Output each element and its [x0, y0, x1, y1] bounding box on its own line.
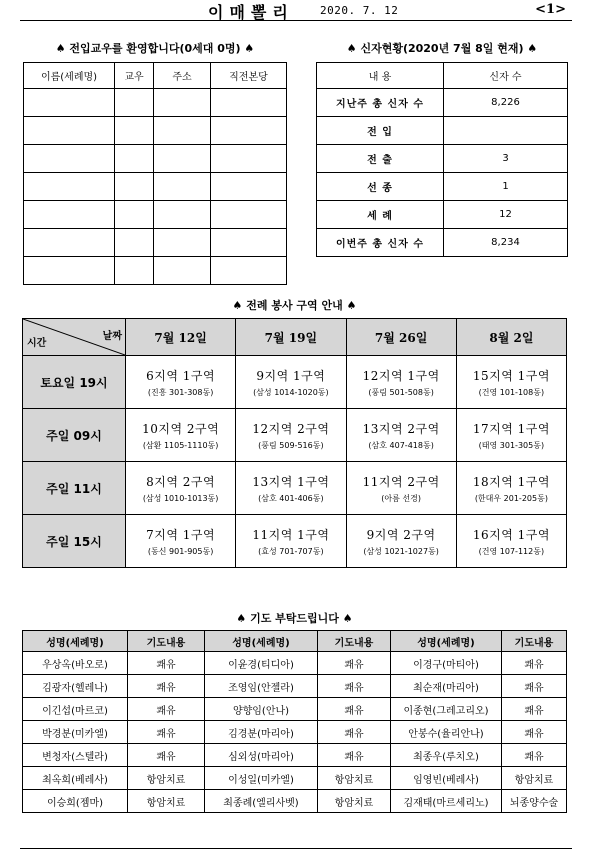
welcome-cell: [211, 201, 287, 229]
prayer-intention: 쾌유: [128, 721, 205, 744]
status-header-row: [317, 63, 568, 89]
service-time: 주일 09시: [23, 409, 126, 462]
welcome-cell: [211, 257, 287, 285]
service-cell: [236, 515, 346, 568]
prayer-name: 이경구(마티아): [391, 652, 502, 675]
service-zone: 17지역 1구역: [472, 421, 550, 436]
prayer-name: 최종례(엘리사벳): [205, 790, 318, 813]
service-zone-buildings: (효성 701-707동): [258, 546, 324, 556]
service-cell: [236, 356, 346, 409]
welcome-cell: [211, 145, 287, 173]
status-value: 12: [444, 201, 568, 229]
prayer-row: [23, 767, 567, 790]
service-row: [23, 515, 567, 568]
welcome-row: [24, 145, 287, 173]
service-table: [22, 318, 567, 568]
bulletin-date: 2020. 7. 12: [320, 4, 399, 17]
welcome-cell: [115, 257, 154, 285]
prayer-intention: 쾌유: [128, 698, 205, 721]
service-cell: [346, 515, 456, 568]
welcome-cell: [115, 145, 154, 173]
prayer-col-name-2: 성명(세례명): [205, 631, 318, 652]
service-zone: 6지역 1구역: [146, 368, 216, 383]
welcome-cell: [211, 229, 287, 257]
prayer-name: 조영임(안젤라): [205, 675, 318, 698]
service-zone: 10지역 2구역: [142, 421, 220, 436]
prayer-col-name-3: 성명(세례명): [391, 631, 502, 652]
prayer-title: ♠ 기도 부탁드립니다 ♠: [236, 612, 353, 625]
service-time: 주일 15시: [23, 515, 126, 568]
service-cell: [236, 462, 346, 515]
welcome-cell: [24, 89, 115, 117]
welcome-col-member: 교우: [115, 63, 154, 89]
service-zone: 11지역 1구역: [252, 527, 330, 542]
service-zone: 18지역 1구역: [472, 474, 550, 489]
service-zone-buildings: (풍림 509-516동): [258, 440, 324, 450]
status-row: [317, 145, 568, 173]
status-table: [316, 62, 568, 257]
welcome-col-address: 주소: [154, 63, 211, 89]
status-value: [444, 117, 568, 145]
status-value: 8,226: [444, 89, 568, 117]
service-zone-buildings: (한대우 201-205동): [474, 493, 548, 503]
welcome-title: ♠ 전입교우를 환영합니다(0세대 0명) ♠: [55, 42, 255, 55]
welcome-cell: [154, 201, 211, 229]
prayer-name: 김재태(마르세리노): [391, 790, 502, 813]
prayer-intention: 쾌유: [318, 721, 391, 744]
prayer-col-content-2: 기도내용: [318, 631, 391, 652]
service-header-row: [23, 319, 567, 356]
prayer-intention: 쾌유: [502, 744, 567, 767]
prayer-row: [23, 652, 567, 675]
service-cell: [456, 462, 566, 515]
prayer-col-content-3: 기도내용: [502, 631, 567, 652]
status-row: [317, 89, 568, 117]
welcome-table: [23, 62, 287, 285]
service-zone-buildings: (동신 901-905동): [147, 546, 214, 556]
prayer-intention: 항암치료: [318, 767, 391, 790]
prayer-intention: 쾌유: [128, 652, 205, 675]
prayer-intention: 항암치료: [128, 790, 205, 813]
prayer-intention: 쾌유: [128, 744, 205, 767]
prayer-intention: 쾌유: [318, 698, 391, 721]
service-cell: [346, 409, 456, 462]
service-date-3: 7월 26일: [346, 319, 456, 356]
prayer-name: 최종우(루치오): [391, 744, 502, 767]
page-number: <1>: [535, 2, 566, 17]
prayer-name: 우상옥(바오로): [23, 652, 128, 675]
service-zone-buildings: (삼환 1105-1110동): [142, 440, 219, 450]
page-header: [20, 0, 572, 22]
welcome-cell: [115, 89, 154, 117]
status-label: 선 종: [317, 173, 444, 201]
status-col-count: 신자 수: [444, 63, 568, 89]
service-cell: [126, 515, 236, 568]
welcome-row: [24, 257, 287, 285]
welcome-cell: [24, 117, 115, 145]
prayer-intention: 뇌종양수술: [502, 790, 567, 813]
prayer-name: 최순재(마리아): [391, 675, 502, 698]
service-cell: [456, 356, 566, 409]
service-zone-buildings: (삼호 401-406동): [258, 493, 324, 503]
prayer-name: 박경분(미카엘): [23, 721, 128, 744]
service-cell: [236, 409, 346, 462]
service-cell: [126, 409, 236, 462]
service-title: ♠ 전례 봉사 구역 안내 ♠: [232, 299, 357, 312]
service-date-2: 7월 19일: [236, 319, 346, 356]
service-zone: 11지역 2구역: [362, 474, 440, 489]
service-time: 토요일 19시: [23, 356, 126, 409]
welcome-cell: [115, 173, 154, 201]
prayer-header-row: [23, 631, 567, 652]
prayer-intention: 쾌유: [318, 652, 391, 675]
service-zone-buildings: (풍림 501-508동): [368, 387, 434, 397]
welcome-cell: [115, 229, 154, 257]
welcome-cell: [211, 117, 287, 145]
prayer-name: 김경분(마리아): [205, 721, 318, 744]
corner-date-label: 날짜: [102, 331, 122, 342]
service-row: [23, 462, 567, 515]
service-cell: [126, 356, 236, 409]
prayer-name: 이윤경(티디아): [205, 652, 318, 675]
welcome-cell: [24, 201, 115, 229]
prayer-intention: 항암치료: [502, 767, 567, 790]
welcome-row: [24, 89, 287, 117]
status-row: [317, 201, 568, 229]
service-corner: [23, 319, 126, 356]
welcome-cell: [154, 173, 211, 201]
welcome-col-name: 이름(세례명): [24, 63, 115, 89]
status-label: 이번주 총 신자 수: [317, 229, 444, 257]
service-zone: 12지역 2구역: [252, 421, 330, 436]
service-zone: 15지역 1구역: [472, 368, 550, 383]
prayer-name: 양향임(안나): [205, 698, 318, 721]
prayer-name: 변청자(스텔라): [23, 744, 128, 767]
prayer-row: [23, 790, 567, 813]
status-label: 세 례: [317, 201, 444, 229]
service-zone-buildings: (삼성 1021-1027동): [363, 546, 439, 556]
service-row: [23, 356, 567, 409]
welcome-row: [24, 173, 287, 201]
prayer-intention: 항암치료: [318, 790, 391, 813]
service-zone: 9지역 1구역: [256, 368, 326, 383]
prayer-name: 안봉수(율리안나): [391, 721, 502, 744]
prayer-intention: 쾌유: [318, 675, 391, 698]
prayer-intention: 쾌유: [128, 675, 205, 698]
welcome-cell: [211, 173, 287, 201]
status-value: 1: [444, 173, 568, 201]
status-value: 8,234: [444, 229, 568, 257]
service-cell: [346, 356, 456, 409]
status-row: [317, 229, 568, 257]
service-cell: [126, 462, 236, 515]
welcome-header-row: [24, 63, 287, 89]
prayer-name: 심외성(마리아): [205, 744, 318, 767]
service-date-1: 7월 12일: [126, 319, 236, 356]
service-row: [23, 409, 567, 462]
status-title: ♠ 신자현황(2020년 7월 8일 현재) ♠: [346, 42, 538, 55]
service-zone: 8지역 2구역: [146, 474, 216, 489]
welcome-row: [24, 117, 287, 145]
bulletin-title: 이매뽈리: [208, 3, 294, 22]
prayer-name: 김광자(헬레나): [23, 675, 128, 698]
status-col-content: 내 용: [317, 63, 444, 89]
service-cell: [456, 515, 566, 568]
service-zone: 9지역 2구역: [366, 527, 436, 542]
prayer-col-name-1: 성명(세례명): [23, 631, 128, 652]
prayer-intention: 쾌유: [502, 675, 567, 698]
prayer-row: [23, 675, 567, 698]
prayer-row: [23, 698, 567, 721]
status-row: [317, 173, 568, 201]
prayer-intention: 쾌유: [318, 744, 391, 767]
prayer-row: [23, 721, 567, 744]
service-cell: [456, 409, 566, 462]
service-date-4: 8월 2일: [456, 319, 566, 356]
welcome-cell: [115, 117, 154, 145]
service-zone-buildings: (아름 선경): [381, 493, 421, 503]
service-zone-buildings: (진흥 301-308동): [147, 387, 214, 397]
prayer-intention: 항암치료: [128, 767, 205, 790]
status-value: 3: [444, 145, 568, 173]
prayer-name: 이승희(젬마): [23, 790, 128, 813]
status-row: [317, 117, 568, 145]
welcome-cell: [24, 145, 115, 173]
welcome-cell: [154, 229, 211, 257]
prayer-intention: 쾌유: [502, 698, 567, 721]
prayer-col-content-1: 기도내용: [128, 631, 205, 652]
welcome-cell: [211, 89, 287, 117]
service-zone: 13지역 2구역: [362, 421, 440, 436]
service-zone-buildings: (건영 107-112동): [478, 546, 545, 556]
service-zone: 16지역 1구역: [472, 527, 550, 542]
welcome-cell: [24, 229, 115, 257]
welcome-cell: [154, 89, 211, 117]
prayer-intention: 쾌유: [502, 721, 567, 744]
welcome-cell: [154, 145, 211, 173]
footer-divider: [20, 848, 572, 849]
status-label: 지난주 총 신자 수: [317, 89, 444, 117]
service-zone-buildings: (태영 301-305동): [478, 440, 545, 450]
welcome-cell: [115, 201, 154, 229]
corner-time-label: 시간: [27, 338, 47, 349]
prayer-row: [23, 744, 567, 767]
prayer-name: 최옥희(베레사): [23, 767, 128, 790]
header-divider: [20, 20, 572, 21]
welcome-cell: [154, 257, 211, 285]
welcome-cell: [24, 173, 115, 201]
prayer-intention: 쾌유: [502, 652, 567, 675]
welcome-row: [24, 201, 287, 229]
prayer-name: 이성일(미카엘): [205, 767, 318, 790]
service-zone-buildings: (건영 101-108동): [478, 387, 545, 397]
prayer-name: 이긴섭(마르코): [23, 698, 128, 721]
prayer-name: 임영빈(베레사): [391, 767, 502, 790]
welcome-row: [24, 229, 287, 257]
status-label: 전 입: [317, 117, 444, 145]
prayer-name: 이종현(그레고리오): [391, 698, 502, 721]
service-zone: 7지역 1구역: [146, 527, 216, 542]
service-zone-buildings: (삼성 1014-1020동): [253, 387, 329, 397]
service-zone-buildings: (삼호 407-418동): [368, 440, 434, 450]
welcome-cell: [24, 257, 115, 285]
service-zone: 12지역 1구역: [362, 368, 440, 383]
service-zone: 13지역 1구역: [252, 474, 330, 489]
service-time: 주일 11시: [23, 462, 126, 515]
prayer-table: [22, 630, 567, 813]
welcome-cell: [154, 117, 211, 145]
service-zone-buildings: (삼성 1010-1013동): [142, 493, 219, 503]
service-cell: [346, 462, 456, 515]
status-label: 전 출: [317, 145, 444, 173]
welcome-col-parish: 직전본당: [211, 63, 287, 89]
